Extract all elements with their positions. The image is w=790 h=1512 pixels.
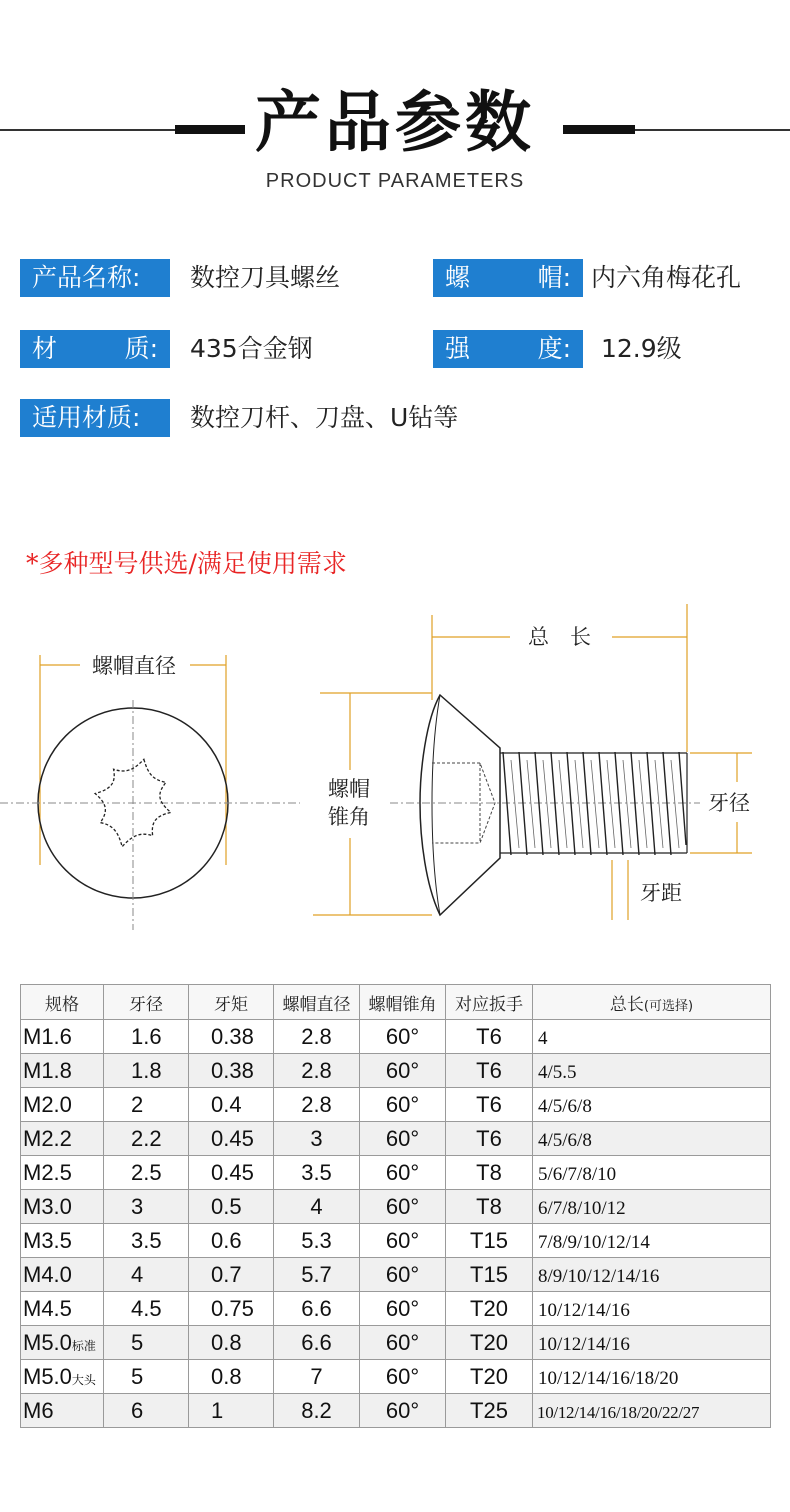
cell-head-angle bbox=[360, 1088, 446, 1122]
cell-wrench-text: T20 bbox=[470, 1363, 508, 1389]
cell-head-diameter bbox=[274, 1394, 360, 1428]
cell-length bbox=[533, 1054, 771, 1088]
cell-wrench-text: T25 bbox=[470, 1397, 508, 1423]
cell-head-diameter bbox=[274, 1156, 360, 1190]
cell-pitch bbox=[189, 1156, 274, 1190]
cell-head-diameter bbox=[274, 1088, 360, 1122]
cell-length-text: 5/6/7/8/10 bbox=[538, 1163, 617, 1185]
total-length-label: 总 长 bbox=[528, 625, 591, 649]
cell-wrench bbox=[446, 1054, 533, 1088]
cell-thread-text: 3.5 bbox=[131, 1227, 162, 1253]
applicable-value: 数控刀杆、刀盘、U钻等 bbox=[190, 403, 459, 432]
cell-head-diameter-text: 4 bbox=[310, 1193, 323, 1219]
col-header-length-text: 总长 bbox=[609, 994, 644, 1015]
page-title: 产品参数 bbox=[255, 84, 535, 161]
cell-length-text: 4 bbox=[538, 1027, 548, 1049]
cell-spec-text: M2.0 bbox=[23, 1091, 72, 1117]
col-header-head: 螺帽直径 bbox=[274, 985, 360, 1020]
cell-spec-text: M3.0 bbox=[23, 1193, 72, 1219]
cell-head-diameter-text: 6.6 bbox=[301, 1329, 332, 1355]
cell-thread-text: 1.6 bbox=[131, 1023, 162, 1049]
cell-pitch-text: 0.5 bbox=[211, 1193, 242, 1219]
head-diameter-label: 螺帽直径 bbox=[92, 654, 176, 678]
cell-spec bbox=[21, 1054, 104, 1088]
cell-spec-text: M2.2 bbox=[23, 1125, 72, 1151]
cell-wrench bbox=[446, 1156, 533, 1190]
cell-head-angle bbox=[360, 1258, 446, 1292]
cell-head-diameter-text: 5.7 bbox=[301, 1261, 332, 1287]
cell-wrench-text: T20 bbox=[470, 1295, 508, 1321]
cell-length-text: 4/5.5 bbox=[538, 1061, 577, 1083]
cell-length bbox=[533, 1326, 771, 1360]
name-label: 产品名称: bbox=[20, 259, 170, 297]
cell-thread bbox=[104, 1020, 189, 1054]
cell-thread bbox=[104, 1224, 189, 1258]
cell-pitch-text: 0.38 bbox=[211, 1023, 254, 1049]
cell-spec-suffix: 大头 bbox=[71, 1372, 96, 1387]
cell-head-angle-text: 60° bbox=[385, 1125, 420, 1151]
cell-head-diameter bbox=[274, 1326, 360, 1360]
cell-head-diameter bbox=[274, 1258, 360, 1292]
cell-spec bbox=[21, 1020, 104, 1054]
head-label-b: 帽: bbox=[537, 263, 571, 292]
cell-spec-text: M4.0 bbox=[23, 1261, 72, 1287]
cell-spec bbox=[21, 1258, 104, 1292]
cell-pitch bbox=[189, 1394, 274, 1428]
cell-length bbox=[533, 1156, 771, 1190]
cell-head-angle bbox=[360, 1292, 446, 1326]
col-header-pitch: 牙矩 bbox=[189, 985, 274, 1020]
head-angle-label-2: 锥角 bbox=[328, 805, 370, 829]
cell-pitch-text: 1 bbox=[211, 1397, 224, 1423]
strength-label-a: 强 bbox=[445, 334, 471, 363]
cell-head-angle-text: 60° bbox=[385, 1159, 420, 1185]
cell-length-text: 10/12/14/16 bbox=[538, 1299, 630, 1321]
cell-thread-text: 2 bbox=[131, 1091, 144, 1117]
name-value: 数控刀具螺丝 bbox=[190, 263, 341, 292]
cell-head-diameter bbox=[274, 1292, 360, 1326]
cell-pitch-text: 0.7 bbox=[211, 1261, 242, 1287]
cell-thread bbox=[104, 1394, 189, 1428]
cell-spec bbox=[21, 1088, 104, 1122]
head-angle-label-1: 螺帽 bbox=[328, 777, 370, 801]
cell-thread bbox=[104, 1190, 189, 1224]
cell-head-diameter-text: 5.3 bbox=[301, 1227, 332, 1253]
cell-thread-text: 5 bbox=[131, 1363, 144, 1389]
thread-pitch-label: 牙距 bbox=[640, 881, 682, 905]
cell-pitch-text: 0.4 bbox=[211, 1091, 242, 1117]
cell-thread-text: 1.8 bbox=[131, 1057, 162, 1083]
cell-length bbox=[533, 1258, 771, 1292]
cell-head-angle-text: 60° bbox=[385, 1227, 420, 1253]
cell-pitch bbox=[189, 1054, 274, 1088]
cell-head-angle-text: 60° bbox=[385, 1363, 420, 1389]
cell-wrench-text: T6 bbox=[476, 1023, 502, 1049]
head-top-view bbox=[0, 655, 300, 930]
cell-thread bbox=[104, 1088, 189, 1122]
cell-pitch-text: 0.45 bbox=[211, 1125, 254, 1151]
cell-length bbox=[533, 1122, 771, 1156]
cell-pitch bbox=[189, 1292, 274, 1326]
cell-spec-text: M5.0 bbox=[23, 1329, 72, 1355]
cell-thread bbox=[104, 1258, 189, 1292]
table-row bbox=[21, 1394, 771, 1428]
cell-length-text: 4/5/6/8 bbox=[538, 1095, 592, 1117]
cell-spec-suffix: 标准 bbox=[71, 1338, 96, 1353]
cell-head-diameter bbox=[274, 1360, 360, 1394]
cell-wrench bbox=[446, 1020, 533, 1054]
col-header-spec: 规格 bbox=[21, 985, 104, 1020]
cell-head-angle bbox=[360, 1394, 446, 1428]
strength-value: 12.9级 bbox=[601, 334, 682, 363]
table-row bbox=[21, 1190, 771, 1224]
cell-thread-text: 2.2 bbox=[131, 1125, 162, 1151]
table-row bbox=[21, 1292, 771, 1326]
cell-head-angle bbox=[360, 1156, 446, 1190]
cell-wrench bbox=[446, 1258, 533, 1292]
cell-head-angle-text: 60° bbox=[385, 1295, 420, 1321]
cell-pitch bbox=[189, 1224, 274, 1258]
col-header-length-suffix: (可选择) bbox=[643, 998, 694, 1014]
cell-spec-text: M5.0 bbox=[23, 1363, 72, 1389]
table-row bbox=[21, 1156, 771, 1190]
material-label-a: 材 bbox=[32, 334, 58, 363]
screw-side-view bbox=[313, 604, 752, 920]
material-label-b: 质: bbox=[124, 334, 158, 363]
table-row bbox=[21, 1360, 771, 1394]
cell-head-angle-text: 60° bbox=[385, 1057, 420, 1083]
cell-head-angle bbox=[360, 1224, 446, 1258]
cell-pitch-text: 0.75 bbox=[211, 1295, 254, 1321]
material-label bbox=[20, 330, 170, 368]
cell-wrench-text: T6 bbox=[476, 1057, 502, 1083]
cell-length-text: 10/12/14/16/18/20/22/27 bbox=[537, 1402, 700, 1422]
table-row bbox=[21, 1088, 771, 1122]
cell-spec-text: M1.8 bbox=[23, 1057, 72, 1083]
cell-head-diameter bbox=[274, 1020, 360, 1054]
cell-spec-text: M6 bbox=[23, 1397, 54, 1423]
cell-head-angle bbox=[360, 1054, 446, 1088]
cell-spec bbox=[21, 1122, 104, 1156]
cell-pitch-text: 0.45 bbox=[211, 1159, 254, 1185]
cell-spec bbox=[21, 1360, 104, 1394]
cell-wrench bbox=[446, 1122, 533, 1156]
spec-table bbox=[20, 984, 771, 1428]
table-header-row bbox=[21, 985, 771, 1020]
applicable-label: 适用材质: bbox=[20, 399, 170, 437]
cell-length-text: 10/12/14/16 bbox=[538, 1333, 630, 1355]
cell-spec-text: M3.5 bbox=[23, 1227, 72, 1253]
cell-thread-text: 4 bbox=[131, 1261, 144, 1287]
table-row bbox=[21, 1122, 771, 1156]
cell-pitch-text: 0.38 bbox=[211, 1057, 254, 1083]
cell-head-angle bbox=[360, 1360, 446, 1394]
head-label-a: 螺 bbox=[445, 263, 471, 292]
cell-wrench bbox=[446, 1394, 533, 1428]
cell-length bbox=[533, 1088, 771, 1122]
cell-length-text: 6/7/8/10/12 bbox=[538, 1197, 626, 1219]
cell-wrench-text: T8 bbox=[476, 1193, 502, 1219]
strength-label-b: 度: bbox=[537, 334, 571, 363]
cell-wrench bbox=[446, 1292, 533, 1326]
cell-head-diameter-text: 2.8 bbox=[301, 1023, 332, 1049]
cell-head-diameter-text: 2.8 bbox=[301, 1057, 332, 1083]
cell-pitch-text: 0.8 bbox=[211, 1363, 242, 1389]
cell-wrench bbox=[446, 1360, 533, 1394]
cell-head-angle-text: 60° bbox=[385, 1261, 420, 1287]
cell-wrench bbox=[446, 1326, 533, 1360]
table-row bbox=[21, 1224, 771, 1258]
cell-pitch bbox=[189, 1088, 274, 1122]
material-value: 435合金钢 bbox=[190, 334, 313, 363]
col-header-angle: 螺帽锥角 bbox=[360, 985, 446, 1020]
cell-head-angle-text: 60° bbox=[385, 1329, 420, 1355]
cell-head-angle-text: 60° bbox=[385, 1193, 420, 1219]
page-subtitle: PRODUCT PARAMETERS bbox=[265, 170, 525, 192]
cell-spec bbox=[21, 1190, 104, 1224]
cell-length-text: 4/5/6/8 bbox=[538, 1129, 592, 1151]
cell-head-diameter bbox=[274, 1190, 360, 1224]
cell-spec-text: M4.5 bbox=[23, 1295, 72, 1321]
cell-head-diameter bbox=[274, 1224, 360, 1258]
cell-thread bbox=[104, 1360, 189, 1394]
cell-wrench-text: T20 bbox=[470, 1329, 508, 1355]
cell-thread-text: 3 bbox=[131, 1193, 144, 1219]
cell-wrench bbox=[446, 1190, 533, 1224]
cell-head-angle bbox=[360, 1122, 446, 1156]
col-header-wrench: 对应扳手 bbox=[446, 985, 533, 1020]
cell-pitch-text: 0.8 bbox=[211, 1329, 242, 1355]
cell-thread-text: 2.5 bbox=[131, 1159, 162, 1185]
options-note: *多种型号供选/满足使用需求 bbox=[26, 549, 347, 578]
cell-pitch bbox=[189, 1326, 274, 1360]
cell-pitch-text: 0.6 bbox=[211, 1227, 242, 1253]
cell-head-angle bbox=[360, 1190, 446, 1224]
table-row bbox=[21, 1054, 771, 1088]
cell-wrench-text: T15 bbox=[470, 1261, 508, 1287]
cell-pitch bbox=[189, 1360, 274, 1394]
cell-length-text: 7/8/9/10/12/14 bbox=[538, 1231, 650, 1253]
cell-wrench-text: T8 bbox=[476, 1159, 502, 1185]
cell-length bbox=[533, 1020, 771, 1054]
col-header-length bbox=[533, 985, 771, 1020]
cell-pitch bbox=[189, 1190, 274, 1224]
cell-spec bbox=[21, 1326, 104, 1360]
cell-head-diameter-text: 7 bbox=[310, 1363, 323, 1389]
cell-length bbox=[533, 1190, 771, 1224]
cell-length-text: 8/9/10/12/14/16 bbox=[538, 1265, 660, 1287]
cell-pitch bbox=[189, 1122, 274, 1156]
cell-thread bbox=[104, 1122, 189, 1156]
cell-length bbox=[533, 1394, 771, 1428]
cell-spec bbox=[21, 1292, 104, 1326]
cell-spec bbox=[21, 1394, 104, 1428]
cell-head-angle bbox=[360, 1326, 446, 1360]
cell-thread-text: 6 bbox=[131, 1397, 144, 1423]
cell-wrench bbox=[446, 1088, 533, 1122]
cell-head-diameter-text: 8.2 bbox=[301, 1397, 332, 1423]
cell-length bbox=[533, 1360, 771, 1394]
head-value: 内六角梅花孔 bbox=[591, 263, 742, 292]
cell-thread-text: 5 bbox=[131, 1329, 144, 1355]
cell-head-diameter-text: 6.6 bbox=[301, 1295, 332, 1321]
cell-thread bbox=[104, 1156, 189, 1190]
table-row bbox=[21, 1326, 771, 1360]
cell-head-angle-text: 60° bbox=[385, 1091, 420, 1117]
cell-thread bbox=[104, 1292, 189, 1326]
cell-spec-text: M2.5 bbox=[23, 1159, 72, 1185]
cell-wrench-text: T6 bbox=[476, 1091, 502, 1117]
cell-head-angle-text: 60° bbox=[385, 1397, 420, 1423]
cell-spec-text: M1.6 bbox=[23, 1023, 72, 1049]
cell-pitch bbox=[189, 1258, 274, 1292]
cell-length-text: 10/12/14/16/18/20 bbox=[538, 1367, 679, 1389]
cell-wrench-text: T6 bbox=[476, 1125, 502, 1151]
cell-head-diameter-text: 2.8 bbox=[301, 1091, 332, 1117]
table-row bbox=[21, 1258, 771, 1292]
col-header-thread: 牙径 bbox=[104, 985, 189, 1020]
cell-head-angle-text: 60° bbox=[385, 1023, 420, 1049]
cell-wrench-text: T15 bbox=[470, 1227, 508, 1253]
cell-spec bbox=[21, 1224, 104, 1258]
cell-head-diameter bbox=[274, 1122, 360, 1156]
cell-head-angle bbox=[360, 1020, 446, 1054]
table-row bbox=[21, 1020, 771, 1054]
cell-wrench bbox=[446, 1224, 533, 1258]
cell-thread-text: 4.5 bbox=[131, 1295, 162, 1321]
cell-head-diameter bbox=[274, 1054, 360, 1088]
strength-label bbox=[433, 330, 583, 368]
cell-length bbox=[533, 1224, 771, 1258]
cell-spec bbox=[21, 1156, 104, 1190]
head-label bbox=[433, 259, 583, 297]
thread-diameter-label: 牙径 bbox=[708, 791, 750, 815]
cell-length bbox=[533, 1292, 771, 1326]
cell-pitch bbox=[189, 1020, 274, 1054]
cell-thread bbox=[104, 1054, 189, 1088]
cell-head-diameter-text: 3 bbox=[310, 1125, 323, 1151]
cell-head-diameter-text: 3.5 bbox=[301, 1159, 332, 1185]
cell-thread bbox=[104, 1326, 189, 1360]
